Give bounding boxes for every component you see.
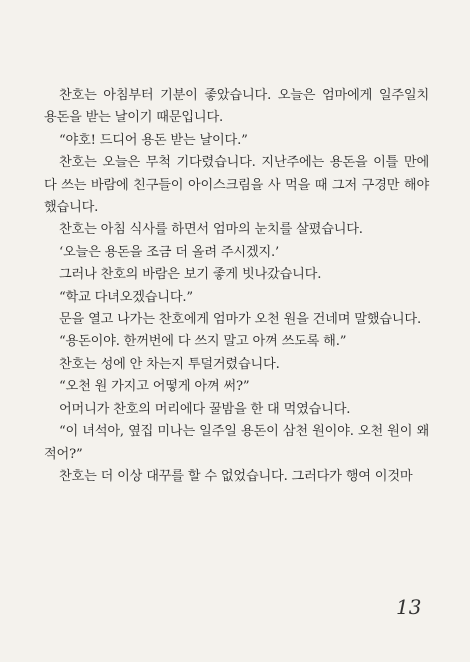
paragraph: 문을 열고 나가는 찬호에게 엄마가 오천 원을 건네며 말했습니다. [59, 312, 421, 328]
paragraph: 찬호는 성에 안 차는지 투덜거렸습니다. [59, 356, 280, 372]
paragraph: ‘오늘은 용돈을 조금 더 올려 주시겠지.’ [59, 244, 280, 260]
paragraph: 찬호는 아침 식사를 하면서 엄마의 눈치를 살폈습니다. [59, 222, 363, 238]
page-number: 13 [396, 595, 422, 619]
story-text [44, 85, 429, 488]
paragraph: 찬호는 더 이상 대꾸를 할 수 없었습니다. 그러다가 행여 이것마 [59, 468, 413, 484]
paragraph: “학교 다녀오겠습니다.” [59, 289, 193, 305]
paragraph: “용돈이야. 한꺼번에 다 쓰지 말고 아껴 쓰도록 해.” [59, 334, 347, 350]
paragraph: 어머니가 찬호의 머리에다 꿀밤을 한 대 먹였습니다. [59, 401, 351, 417]
paragraph: 찬호는 오늘은 무척 기다렸습니다. 지난주에는 용돈을 이틀 만에 다 쓰는 바람에 친구들이 아이스크림을 사 먹을 때 그저 구경만 해야 했습니다. [44, 155, 429, 216]
paragraph: “야호! 드디어 용돈 받는 날이다.” [59, 132, 248, 148]
paragraph: “오천 원 가지고 어떻게 아껴 써?” [59, 379, 250, 395]
paragraph: 그러나 찬호의 바람은 보기 좋게 빗나갔습니다. [59, 267, 322, 283]
paragraph: 찬호는 아침부터 기분이 좋았습니다. 오늘은 엄마에게 일주일치 용돈을 받는 날이기 때문입니다. [44, 88, 429, 126]
paragraph: “이 녀석아, 옆집 미나는 일주일 용돈이 삼천 원이야. 오천 원이 왜 적어?” [44, 424, 429, 462]
